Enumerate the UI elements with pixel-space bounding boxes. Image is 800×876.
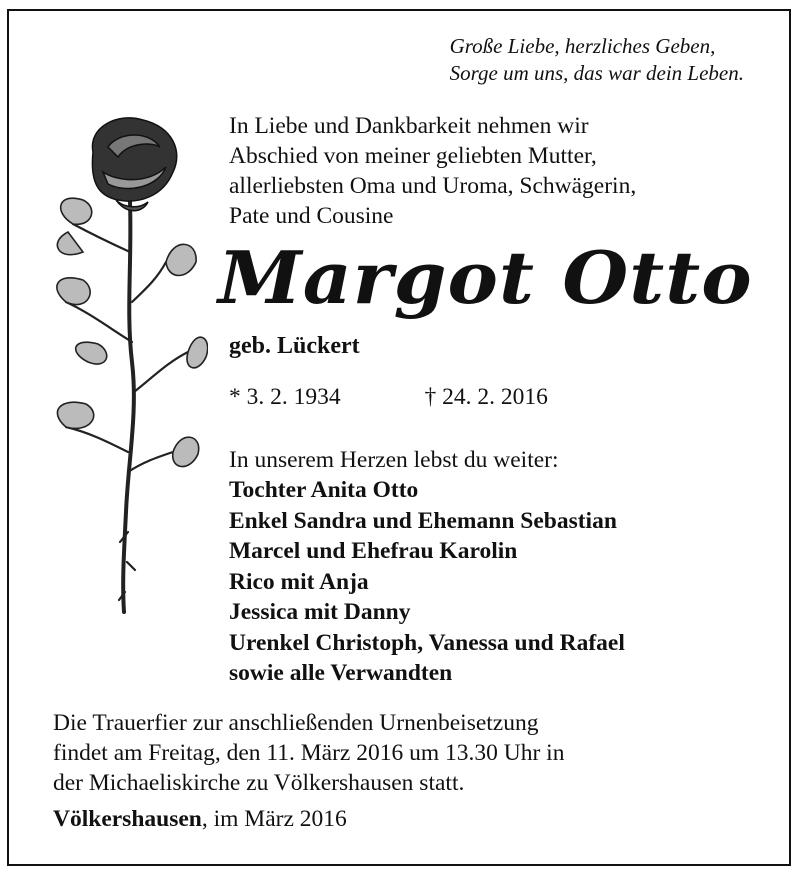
birth-date: * 3. 2. 1934 bbox=[229, 384, 341, 410]
heart-line: In unserem Herzen lebst du weiter: bbox=[229, 447, 559, 473]
motto-line: Große Liebe, herzliches Geben, bbox=[449, 34, 716, 58]
intro-line: Pate und Cousine bbox=[229, 203, 394, 229]
family-member: Jessica mit Danny bbox=[229, 599, 411, 625]
family-member: Rico mit Anja bbox=[229, 568, 369, 595]
family-member: Urenkel Christoph, Vanessa und Rafael bbox=[229, 629, 625, 656]
intro-line: In Liebe und Dankbarkeit nehmen wir bbox=[229, 113, 589, 139]
rose-icon bbox=[48, 112, 208, 622]
family-member: sowie alle Verwandten bbox=[229, 660, 453, 686]
intro-line: allerliebsten Oma und Uroma, Schwägerin, bbox=[229, 173, 637, 199]
intro-line: Abschied von meiner geliebten Mutter, bbox=[229, 143, 597, 169]
service-line: findet am Freitag, den 11. März 2016 um 13.30 Uhr in bbox=[53, 740, 565, 766]
family-member: Tochter Anita Otto bbox=[229, 477, 419, 503]
service-line: der Michaeliskirche zu Völkershausen statt. bbox=[53, 770, 465, 796]
place-name: Völkershausen bbox=[53, 806, 202, 832]
deceased-name: Margot Otto bbox=[218, 235, 753, 320]
service-notice bbox=[53, 708, 564, 798]
intro-text bbox=[229, 111, 636, 231]
death-date: † 24. 2. 2016 bbox=[424, 384, 548, 410]
place-date-text: , im März 2016 bbox=[201, 806, 347, 832]
motto-line: Sorge um uns, das war dein Leben. bbox=[449, 61, 744, 85]
place-date bbox=[53, 806, 347, 833]
service-line: Die Trauerfier zur anschließenden Urnenbeisetzung bbox=[53, 710, 539, 736]
family-list bbox=[229, 475, 625, 689]
motto bbox=[450, 33, 744, 87]
life-dates bbox=[229, 384, 548, 411]
maiden-name: geb. Lückert bbox=[229, 333, 360, 359]
family-member: Enkel Sandra und Ehemann Sebastian bbox=[229, 507, 617, 534]
family-member: Marcel und Ehefrau Karolin bbox=[229, 538, 518, 564]
